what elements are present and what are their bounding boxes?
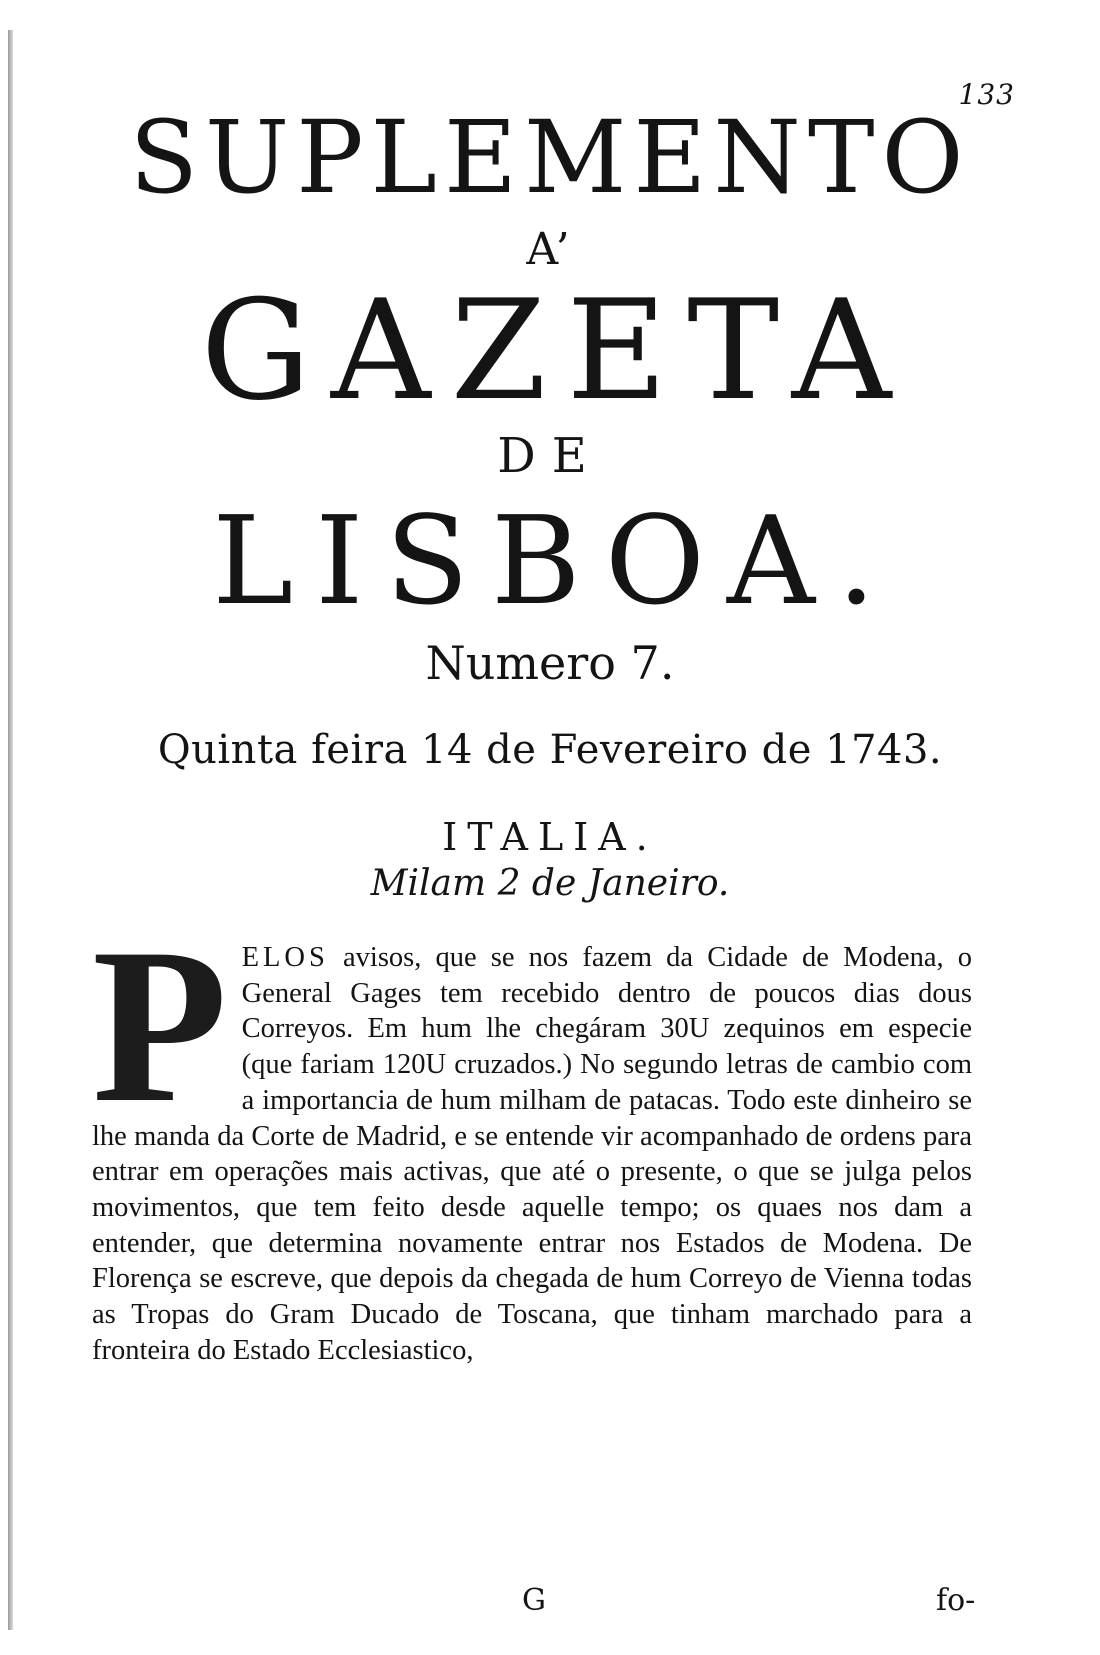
title-de: DE: [497, 428, 603, 484]
title-a: A’: [526, 224, 574, 275]
issue-date: Quinta feira 14 de Fevereiro de 1743.: [157, 727, 943, 773]
article-lead-word: ELOS: [241, 942, 329, 973]
drop-cap: P: [92, 903, 228, 1149]
catchword: fo-: [936, 1583, 976, 1618]
signature-mark: G: [522, 1583, 546, 1618]
title-suplemento: SUPLEMENTO: [129, 99, 971, 216]
title-lisboa: LISBOA.: [212, 490, 898, 632]
section-country: ITALIA.: [442, 815, 658, 859]
article-text: avisos, que se nos fazem da Cidade de Modena, o General Gages tem recebido dentro de poucos dias dous Correyos. Em hum lhe chegáram 30U zequinos em especie (que fariam 120U cruzados.) No segundo letras de cambio com a importancia de hum milham de patacas. Todo este dinheiro se lhe manda da Corte de Madrid, e se entende vir acompanhado de ordens para entrar em operações mais activas, que até o presente, o que se julga pelos movimentos, que tem feito desde aquelle tempo; os quaes nos dam a entender, que determina novamente entrar nos Estados de Modena. De Florença se escreve, que depois da chegada de hum Correyo de Vienna todas as Tropas do Gram Ducado de Toscana, que tinham marchado para a fronteira do Estado Ecclesiastico,: [92, 942, 972, 1366]
article-body: [92, 903, 972, 1368]
issue-number: Numero 7.: [425, 636, 675, 690]
page-number: 133: [958, 78, 1015, 111]
section-dateline: Milam 2 de Janeiro.: [370, 863, 730, 904]
title-gazeta: GAZETA: [200, 270, 912, 431]
